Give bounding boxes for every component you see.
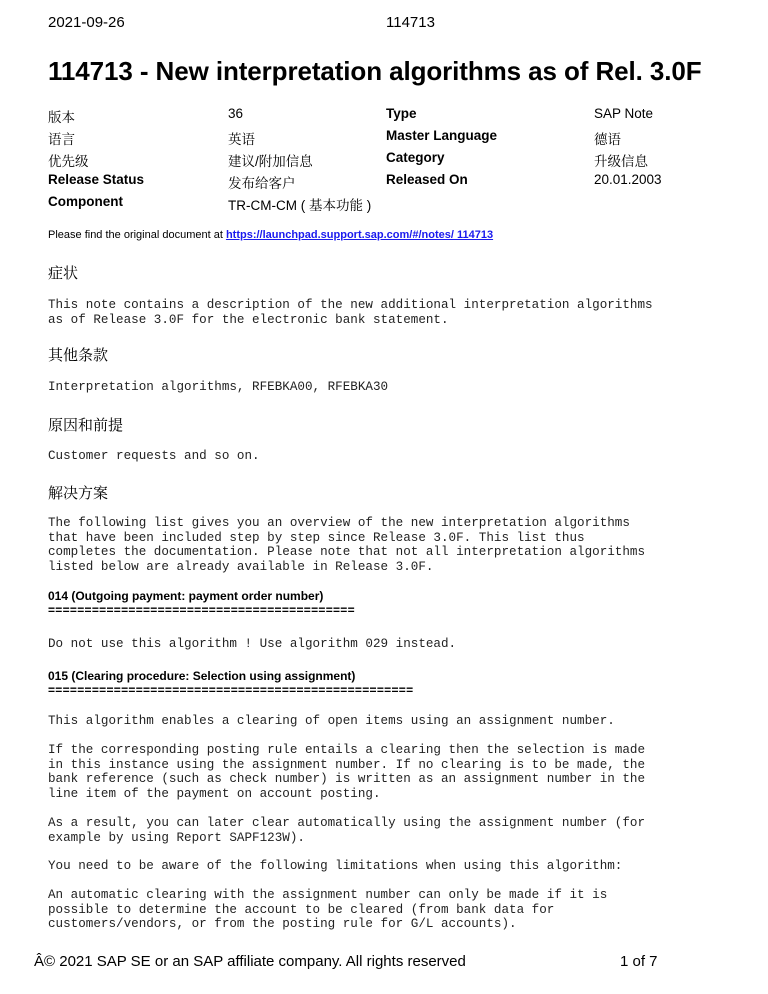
meta-value-version: 36 [228,106,244,121]
meta-label-category: Category [386,150,445,165]
meta-row-component [48,194,728,216]
meta-value-master-language: 德语 [594,132,621,147]
meta-value-category: 升级信息 [594,154,648,169]
meta-label-released-on: Released On [386,172,468,187]
footer-copyright: Â© 2021 SAP SE or an SAP affiliate company. All rights reserved [34,953,466,970]
original-document-prefix: Please find the original document at [48,229,226,241]
meta-label-priority: 优先级 [48,154,89,169]
meta-value-release-status: 发布给客户 [228,176,296,191]
meta-value-type: SAP Note [594,106,654,121]
algorithm-015-para-2: If the corresponding posting rule entails a clearing then the selection is made in this instance using the assignment number. If no clearing is to be made, the bank reference (such as check number) is written as an assignment number in the line item of the payment on account posting. [48,743,646,801]
meta-row-release [48,172,728,194]
meta-row-language [48,128,728,150]
meta-label-type: Type [386,106,417,121]
algorithm-015-title: 015 (Clearing procedure: Selection using assignment) [48,669,356,683]
algorithm-015-para-3: As a result, you can later clear automatically using the assignment number (for example by using Report SAPF123W). [48,816,646,845]
meta-row-priority [48,150,728,172]
original-document-link[interactable]: https://launchpad.support.sap.com/#/notes/ 114713 [225,229,494,241]
meta-label-master-language: Master Language [386,128,498,143]
meta-label-version: 版本 [48,110,75,125]
original-document-line [48,229,493,241]
footer-page-number: 1 of 7 [620,953,658,970]
other-terms-text: Interpretation algorithms, RFEBKA00, RFEBKA30 [48,380,389,394]
symptom-text: This note contains a description of the new additional interpretation algorithms as of Release 3.0F for the electronic bank statement. [48,298,653,327]
algorithm-014-title: 014 (Outgoing payment: payment order number) [48,589,324,603]
meta-row-version [48,106,728,128]
page-title: 114713 - New interpretation algorithms as of Rel. 3.0F [48,56,702,86]
solution-intro: The following list gives you an overview of the new interpretation algorithms that have been included step by step since Release 3.0F. This list thus completes the documentation. Please note that not all interpretation algorithms listed below are already available in Release 3.0F. [48,516,646,574]
algorithm-015-para-5: An automatic clearing with the assignment number can only be made if it is possible to determine the account to be cleared (from bank data for customers/vendors, or from the posting rule for G/L accounts). [48,888,608,932]
meta-value-component: TR-CM-CM ( 基本功能 ) [228,198,372,213]
meta-value-priority: 建议/附加信息 [228,154,313,169]
header-note-number: 114713 [386,14,435,31]
section-title-other-terms: 其他条款 [48,347,109,364]
algorithm-014-rule: ========================================== [48,603,355,617]
algorithm-015-para-1: This algorithm enables a clearing of open items using an assignment number. [48,714,615,728]
algorithm-015-para-4: You need to be aware of the following limitations when using this algorithm: [48,859,623,873]
meta-value-language: 英语 [228,132,255,147]
algorithm-014-text: Do not use this algorithm ! Use algorithm 029 instead. [48,637,457,651]
meta-label-release-status: Release Status [48,172,145,187]
algorithm-015-rule: ================================================== [48,683,414,697]
header-date: 2021-09-26 [48,14,125,31]
meta-label-language: 语言 [48,132,75,147]
meta-label-component: Component [48,194,123,209]
section-title-solution: 解决方案 [48,485,109,502]
section-title-reason: 原因和前提 [48,417,124,434]
metadata-table [48,106,728,216]
section-title-symptom: 症状 [48,265,79,282]
reason-text: Customer requests and so on. [48,449,260,463]
meta-value-released-on: 20.01.2003 [594,172,662,187]
